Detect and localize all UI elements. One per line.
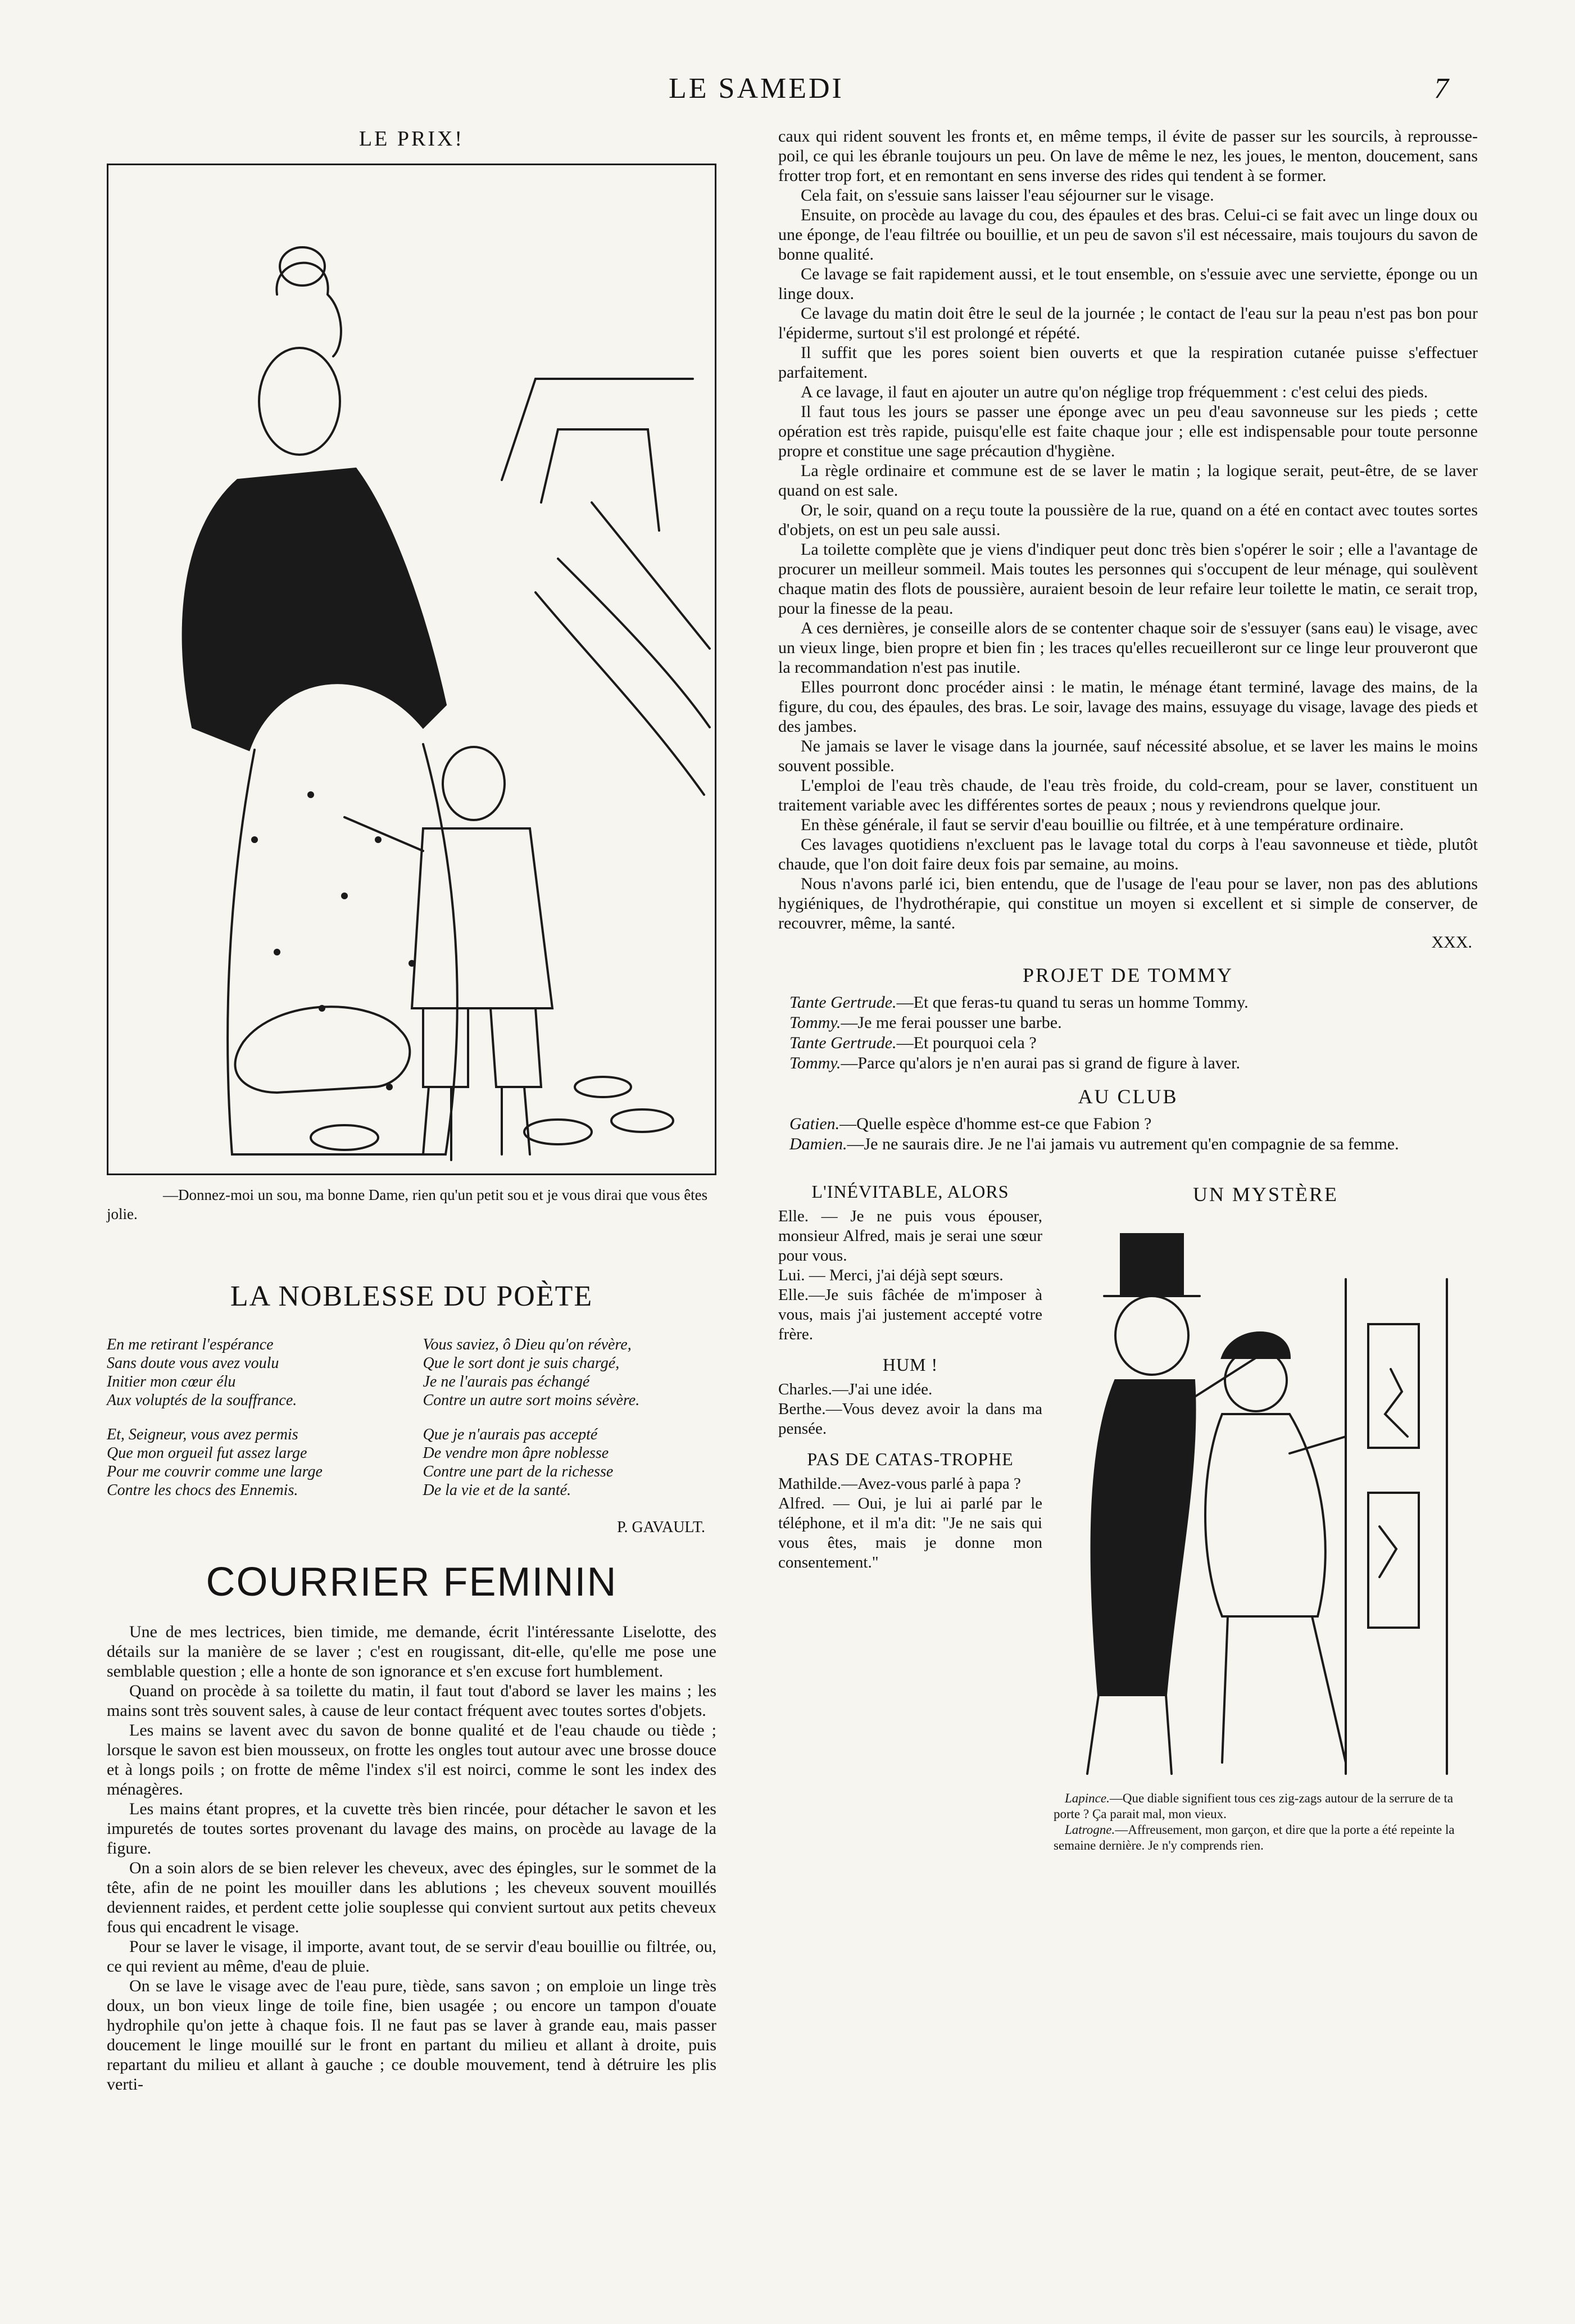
dialog-line <box>778 1494 1042 1573</box>
poem-line: Que mon orgueil fut assez large <box>107 1444 307 1462</box>
paragraph: Ces lavages quotidiens n'excluent pas le lavage total du corps à l'eau savonneuse et tiède, plutôt chaude, que l'on doit faire deux fois par semaine, au moins. <box>778 835 1478 873</box>
paragraph: A ce lavage, il faut en ajouter un autre qu'on néglige trop fréquemment : c'est celui des pieds. <box>801 383 1428 401</box>
projet-tommy-dialog <box>778 993 1478 1073</box>
poem-stanza <box>107 1425 401 1499</box>
jokes-column <box>778 1171 1042 1854</box>
paragraph: caux qui rident souvent les fronts et, en même temps, il évite de passer sur les sourcils, à reprousse-poil, ce qui les ébranle toujours un peu. On lave de même le nez, les joues, le menton, doucement, sans frotter trop fort, et en remontant en sens inverse des rides qui tendent à se former. <box>778 127 1478 185</box>
dialog-line <box>778 1207 1042 1266</box>
poem-line: Initier mon cœur élu <box>107 1373 236 1390</box>
dialog-text: —Et pourquoi cela ? <box>896 1034 1037 1052</box>
courrier-title: COURRIER FEMININ <box>206 1560 618 1605</box>
dialog-text: —J'ai une idée. <box>832 1380 933 1398</box>
dialog-text: —Je suis fâchée de m'imposer à vous, mais j'ai justement accepté votre frère. <box>778 1286 1042 1343</box>
paragraph: Pour se laver le visage, il importe, avant tout, de se servir d'eau bouillie ou filtrée, ou, ce qui revient au même, d'eau de pluie. <box>107 1937 716 1976</box>
dialog-line <box>778 1266 1042 1285</box>
projet-tommy-title: PROJET DE TOMMY <box>1022 964 1234 986</box>
dialog-line <box>778 1399 1042 1439</box>
poem-line: Contre les chocs des Ennemis. <box>107 1482 298 1499</box>
paragraph: Nous n'avons parlé ici, bien entendu, que de l'usage de l'eau pour se laver, non pas des ablutions hygiéniques, de l'hydrothérapie, qui constitue un moyen si excellent et si simple de conserver, de recouvrer, même, la santé. <box>778 875 1478 932</box>
dialog-speaker: Tommy. <box>789 1013 841 1032</box>
dialog-line <box>778 1134 1478 1154</box>
dialog-text: — Je ne puis vous épouser, monsieur Alfred, mais je serai une sœur pour vous. <box>778 1207 1042 1265</box>
paragraph: Or, le soir, quand on a reçu toute la poussière de la rue, quand on a été en contact avec toutes sortes d'objets, on est un peu sale aussi. <box>778 501 1478 539</box>
dialog-text: — Merci, j'ai déjà sept sœurs. <box>805 1266 1004 1284</box>
dialog-line <box>778 1053 1478 1073</box>
poem-line: Sans doute vous avez voulu <box>107 1354 279 1372</box>
paragraph: En thèse générale, il faut se servir d'eau bouillie ou filtrée, et à une température ordinaire. <box>801 816 1404 834</box>
paragraph: On a soin alors de se bien relever les cheveux, avec des épingles, sur le sommet de la tête, afin de ne point les mouiller dans les ablutions ; les cheveux souvent mouillés deviennent raides, et perdent cette jolie souplesse qui convient surtout aux petits cheveux fous qui encadrent le visage. <box>107 1859 716 1936</box>
poem-line: Pour me couvrir comme une large <box>107 1463 323 1480</box>
dialog-text: —Vous devez avoir la dans ma pensée. <box>778 1400 1042 1438</box>
courrier-left-text <box>107 1622 716 2094</box>
mystery-caption <box>1054 1791 1478 1854</box>
paragraph: Il suffit que les pores soient bien ouverts et que la respiration cutanée puisse s'effectuer parfaitement. <box>778 343 1478 382</box>
dialog-speaker: Berthe. <box>778 1400 826 1418</box>
right-column <box>778 126 1478 1854</box>
paragraph: A ces dernières, je conseille alors de se contenter chaque soir de s'essuyer (sans eau) le visage, avec un vieux linge, bien propre et bien fin ; les traces qu'elles recueilleront sur ce linge leur prouveront que la recommandation n'est pas inutile. <box>778 619 1478 677</box>
dialog-line <box>778 1114 1478 1134</box>
mystery-drawing <box>1054 1212 1478 1785</box>
dialog-line <box>778 1474 1042 1494</box>
dialog-speaker: Charles. <box>778 1380 832 1398</box>
poem-stanza <box>423 1425 717 1499</box>
dialog-line <box>778 1033 1478 1053</box>
dialog-speaker: Lui. <box>778 1266 805 1284</box>
lower-section <box>778 1171 1478 1854</box>
poem-stanza <box>423 1335 717 1410</box>
caption-text: —Que diable signifient tous ces zig-zags autour de la serrure de ta porte ? Ça parait mal, mon vieux. <box>1054 1791 1454 1821</box>
mystery-column <box>1054 1171 1478 1854</box>
caption-speaker: Latrogne. <box>1065 1823 1115 1837</box>
paragraph: On se lave le visage avec de l'eau pure, tiède, sans savon ; on emploie un linge très doux, un bon vieux linge de toile fine, bien usagée ; ou encore un tampon d'ouate hydrophile qu'on jette à chaque fois. Il ne faut pas se laver à grande eau, mais passer doucement le linge mouillé sur le front en partant du milieu et allant à droite, puis repartant du milieu et allant à gauche ; ce double mouvement, tend à détruire les plis verti- <box>107 1977 716 2094</box>
mystere-title: UN MYSTÈRE <box>1192 1183 1338 1206</box>
au-club-dialog <box>778 1114 1478 1154</box>
dialog-text: —Je me ferai pousser une barbe. <box>841 1013 1062 1032</box>
dialog-line <box>778 1285 1042 1344</box>
caption-speaker: Lapince. <box>1065 1791 1110 1805</box>
paragraph: Elles pourront donc procéder ainsi : le matin, le ménage étant terminé, lavage des mains, de la figure, du cou, des épaules, des bras. Le soir, lavage des mains, essuyage du visage, lavage des pieds et des jambes. <box>778 678 1478 736</box>
page-number: 7 <box>1434 73 1449 105</box>
dialog-speaker: Damien. <box>789 1135 847 1153</box>
paragraph: Ensuite, on procède au lavage du cou, des épaules et des bras. Celui-ci se fait avec un linge doux ou une éponge, de l'eau filtrée ou bouillie, et un peu de savon s'il est nécessaire, mais toujours du savon de bonne qualité. <box>778 206 1478 264</box>
dialog-text: —Parce qu'alors je n'en aurai pas si grand de figure à laver. <box>841 1054 1240 1072</box>
paragraph: La règle ordinaire et commune est de se laver le matin ; la logique serait, peut-être, de se laver quand on est sale. <box>778 461 1478 500</box>
illustration-title: LE PRIX! <box>358 127 465 151</box>
left-column <box>107 126 716 2094</box>
dialog-speaker: Elle. <box>778 1207 809 1225</box>
paragraph: Ne jamais se laver le visage dans la journée, sauf nécessité absolue, et se laver les mains le moins souvent possible. <box>778 737 1478 775</box>
dialog-text: —Quelle espèce d'homme est-ce que Fabion ? <box>839 1115 1152 1133</box>
dialog-line <box>778 1013 1478 1033</box>
poem-line: Contre une part de la richesse <box>423 1463 614 1480</box>
illustration-caption: —Donnez-moi un sou, ma bonne Dame, rien qu'un petit sou et je vous dirai que vous êtes jolie. <box>107 1186 708 1222</box>
dialog-speaker: Mathilde. <box>778 1475 841 1493</box>
poem-line: Aux voluptés de la souffrance. <box>107 1392 297 1409</box>
poem-line: De vendre mon âpre noblesse <box>423 1444 609 1462</box>
caption-line <box>1054 1791 1478 1822</box>
poem-author: P. GAVAULT. <box>617 1519 705 1536</box>
poem-line: Que je n'aurais pas accepté <box>423 1426 598 1443</box>
paragraph: La toilette complète que je viens d'indiquer peut donc très bien s'opérer le soir ; elle a l'avantage de procurer un meilleur sommeil. Mais toutes les personnes qui s'occupent de leur ménage, qui soulèvent chaque matin des flots de poussière, auraient besoin de leur refaire leur toilette le matin, ce serait trop, pour la finesse de la peau. <box>778 540 1478 618</box>
paragraph: Quand on procède à sa toilette du matin, il faut tout d'abord se laver les mains ; les mains sont très souvent sales, à cause de leur contact fréquent avec toutes sortes d'objets. <box>107 1682 716 1720</box>
au-club-title: AU CLUB <box>1078 1085 1178 1108</box>
paragraph: Il faut tous les jours se passer une éponge avec un peu d'eau savonneuse sur les pieds ; cette opération est très rapide, puisqu'elle est faite chaque jour ; elle est indispensable pour toute personne propre et constitue une sage précaution d'hygiène. <box>778 402 1478 460</box>
poem-line: Contre un autre sort moins sévère. <box>423 1392 640 1409</box>
hum-title: HUM ! <box>882 1354 938 1375</box>
dialog-speaker: Elle. <box>778 1286 809 1304</box>
dialog-text: —Avez-vous parlé à papa ? <box>841 1475 1021 1493</box>
poem-line: Et, Seigneur, vous avez permis <box>107 1426 298 1443</box>
poem <box>107 1335 716 1515</box>
paragraph: Une de mes lectrices, bien timide, me demande, écrit l'intéressante Liselotte, des détails sur la manière de se laver ; c'est en rougissant, dit-elle, qu'elle me pose une semblable question ; elle a honte de son ignorance et s'en excuse fort humblement. <box>107 1623 716 1680</box>
illustration-le-prix <box>107 164 716 1175</box>
poem-line: Je ne l'aurais pas échangé <box>423 1373 590 1390</box>
poem-stanza <box>107 1335 401 1410</box>
newspaper-title: LE SAMEDI <box>669 73 844 105</box>
paragraph: L'emploi de l'eau très chaude, de l'eau très froide, du cold-cream, pour se laver, constituent un traitement variable avec les différentes sortes de peaux ; nous y reviendrons quelque jour. <box>778 776 1478 814</box>
poem-line: De la vie et de la santé. <box>423 1482 571 1499</box>
paragraph: Les mains étant propres, et la cuvette très bien rincée, pour détacher le savon et les impuretés de toutes sortes provenant du lavage des mains, on procède au lavage de la figure. <box>107 1800 716 1858</box>
dialog-line <box>778 1380 1042 1399</box>
poem-line: Que le sort dont je suis chargé, <box>423 1354 620 1372</box>
paragraph: Cela fait, on s'essuie sans laisser l'eau séjourner sur le visage. <box>801 186 1214 205</box>
dialog-text: — Oui, je lui ai parlé par le téléphone, et il m'a dit: "Je ne sais qui vous êtes, mais je donne mon consentement." <box>778 1494 1042 1571</box>
courrier-right-text <box>778 126 1478 933</box>
illustration-drawing <box>108 165 715 1174</box>
caption-line <box>1054 1822 1478 1854</box>
poem-line: Vous saviez, ô Dieu qu'on révère, <box>423 1336 632 1353</box>
dialog-line <box>778 993 1478 1013</box>
dialog-speaker: Alfred. <box>778 1494 825 1512</box>
dialog-speaker: Gatien. <box>789 1115 840 1133</box>
dialog-text: —Je ne saurais dire. Je ne l'ai jamais vu autrement qu'en compagnie de sa femme. <box>847 1135 1399 1153</box>
pas-de-catastrophe-title: PAS DE CATAS-TROPHE <box>807 1449 1014 1469</box>
paragraph: Les mains se lavent avec du savon de bonne qualité et de l'eau chaude ou tiède ; lorsque le savon est bien mousseux, on frotte les ongles tout autour avec une brosse douce et à longs poils ; on frotte de même l'index s'il est noirci, comme le sont les index des ménagères. <box>107 1721 716 1799</box>
paragraph: Ce lavage se fait rapidement aussi, et le tout ensemble, on s'essuie avec une serviette, éponge ou un linge doux. <box>778 265 1478 303</box>
illustration-un-mystere <box>1054 1212 1478 1785</box>
paragraph: Ce lavage du matin doit être le seul de la journée ; le contact de l'eau sur la peau n'est pas bon pour l'épiderme, surtout s'il est prolongé et répété. <box>778 304 1478 342</box>
caption-text: —Affreusement, mon garçon, et dire que la porte a été repeinte la semaine dernière. Je n'y comprends rien. <box>1054 1823 1455 1852</box>
inevitable-title: L'INÉVITABLE, ALORS <box>811 1181 1009 1202</box>
poem-title: LA NOBLESSE DU POÈTE <box>230 1280 593 1312</box>
courrier-signature: XXX. <box>1431 933 1472 952</box>
dialog-text: —Et que feras-tu quand tu seras un homme Tommy. <box>896 993 1249 1012</box>
dialog-speaker: Tante Gertrude. <box>789 1034 897 1052</box>
dialog-speaker: Tommy. <box>789 1054 841 1072</box>
dialog-speaker: Tante Gertrude. <box>789 993 897 1012</box>
poem-line: En me retirant l'espérance <box>107 1336 274 1353</box>
